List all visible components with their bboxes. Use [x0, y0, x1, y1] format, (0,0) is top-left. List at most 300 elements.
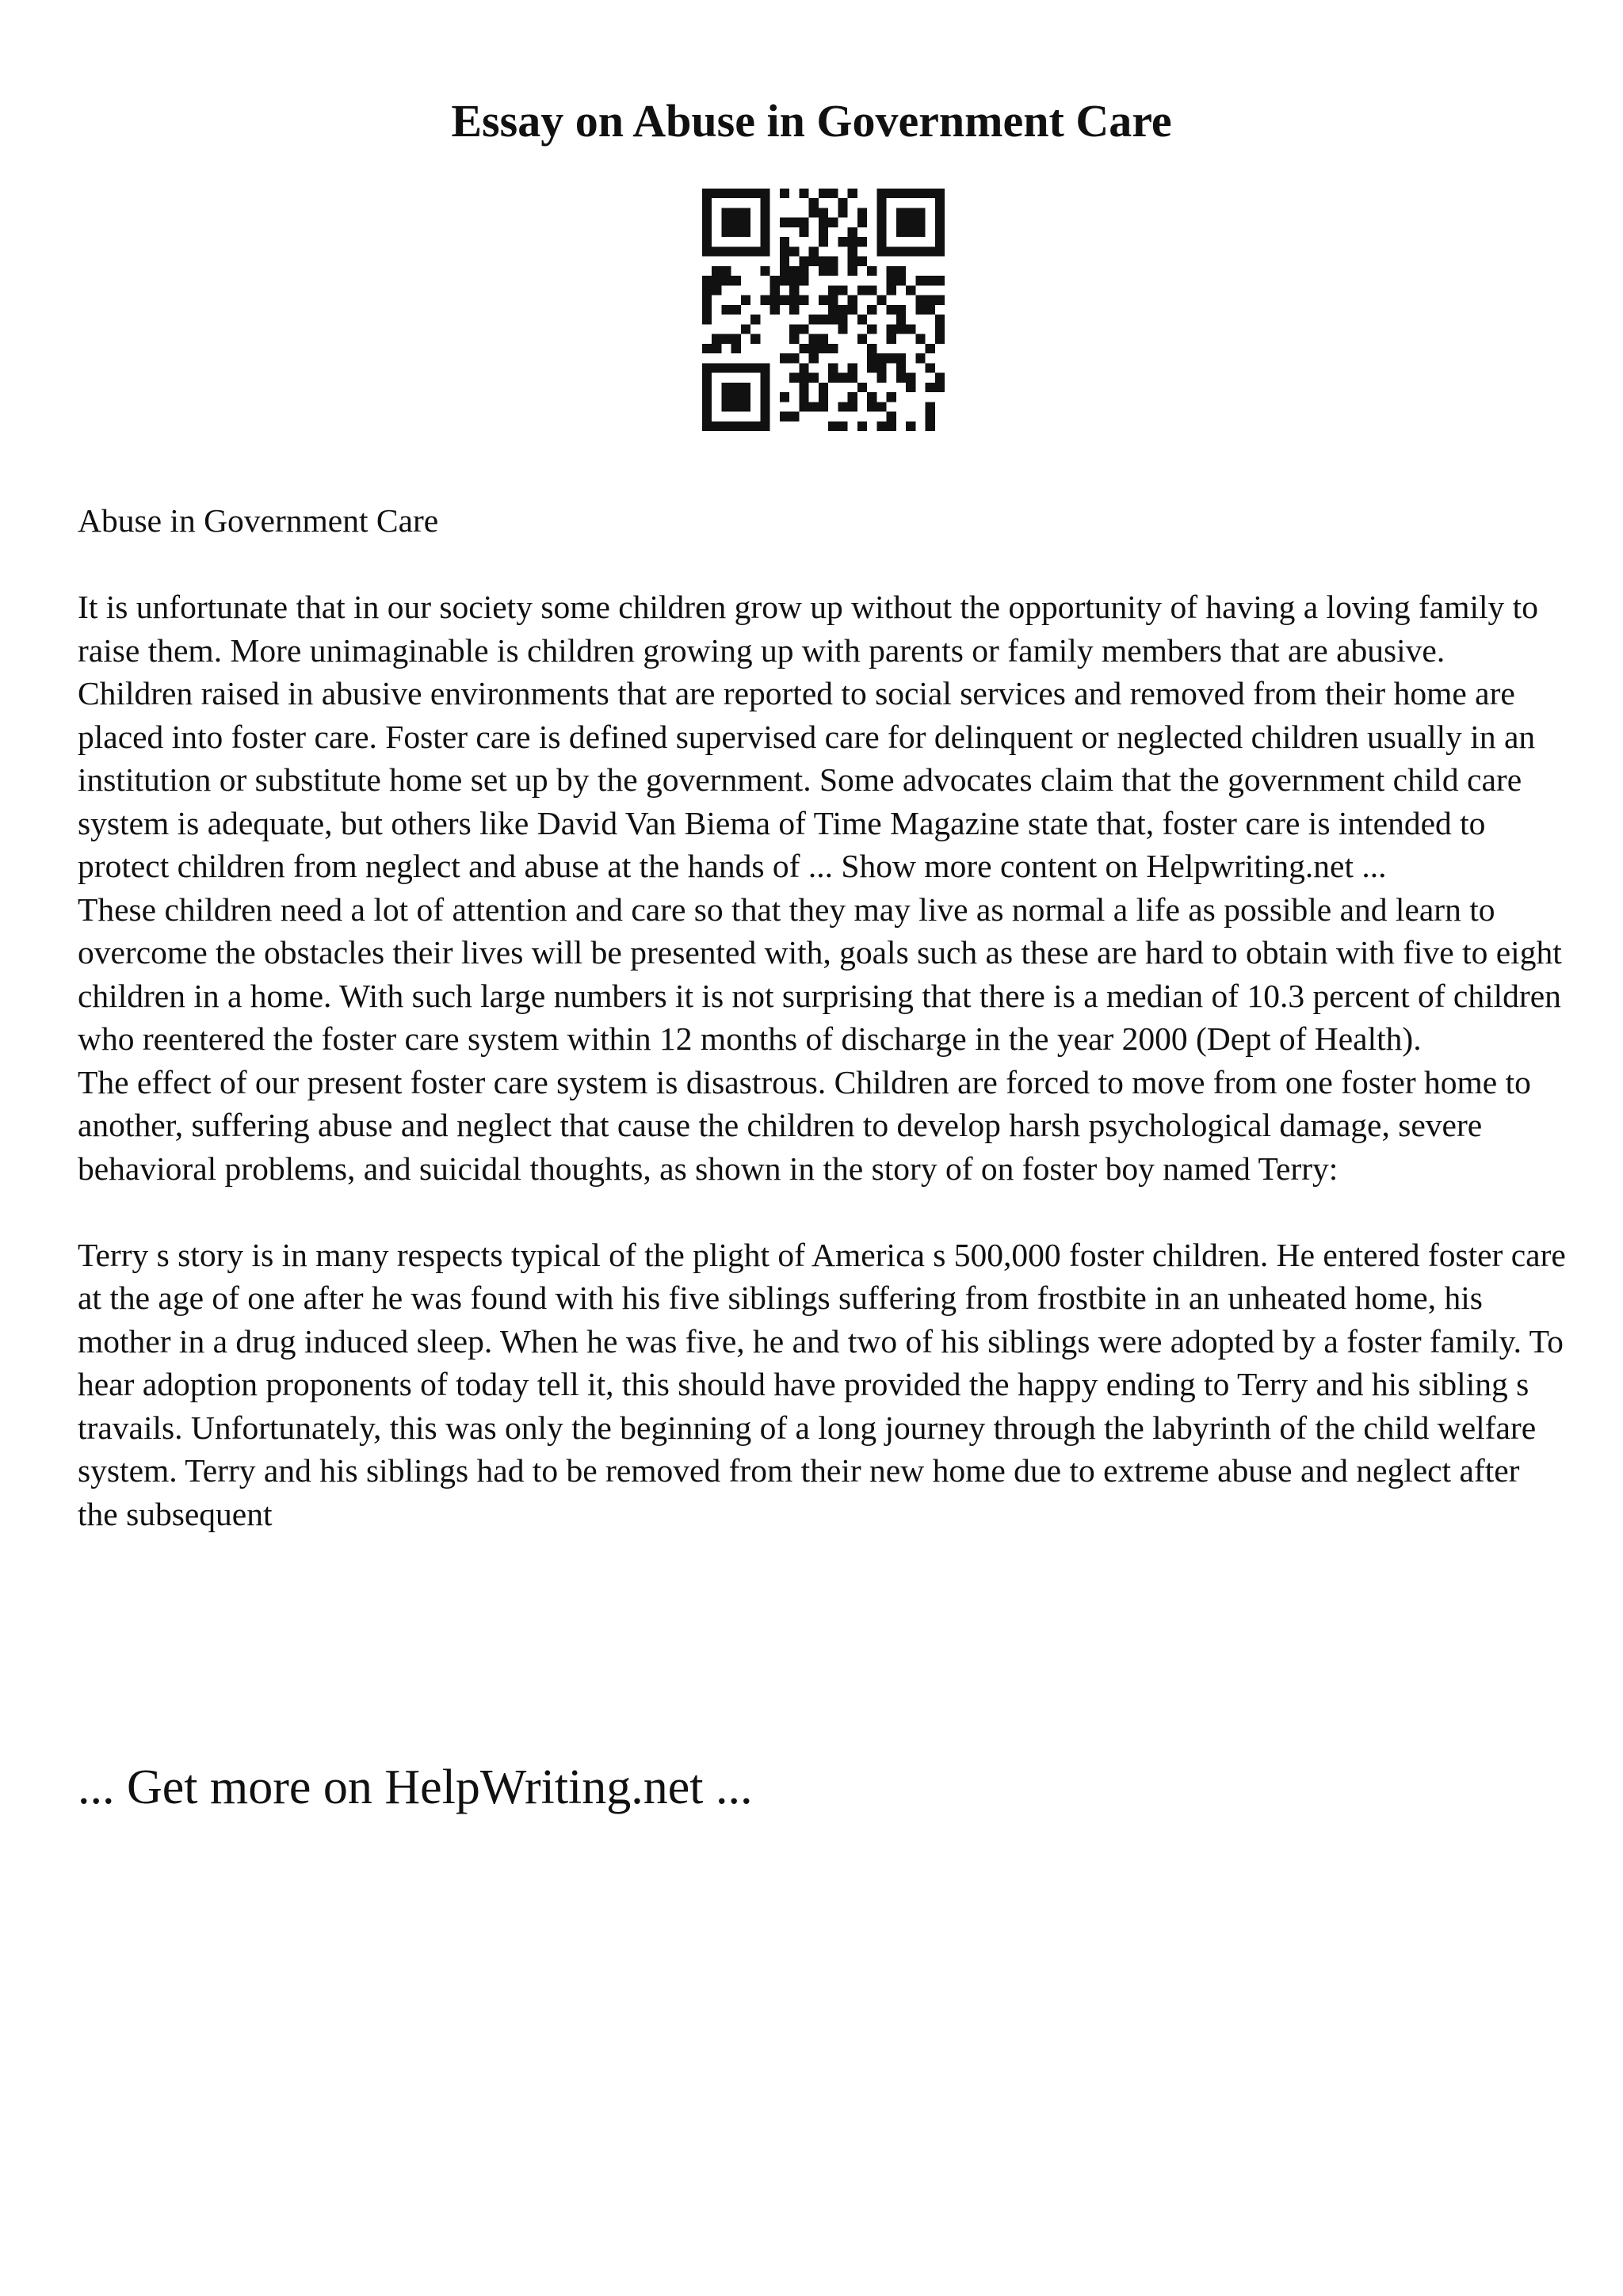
- qr-module: [799, 296, 808, 305]
- qr-module: [926, 246, 935, 256]
- qr-module: [770, 296, 780, 305]
- qr-module: [896, 276, 906, 285]
- qr-module: [876, 208, 886, 217]
- qr-module: [789, 276, 799, 285]
- qr-module: [731, 392, 741, 402]
- qr-module: [721, 421, 731, 431]
- get-more-link[interactable]: ... Get more on HelpWriting.net ...: [78, 1760, 753, 1814]
- qr-module: [809, 353, 819, 363]
- qr-module: [906, 218, 915, 227]
- qr-module: [750, 334, 760, 344]
- qr-module: [780, 257, 789, 266]
- qr-module: [896, 363, 906, 372]
- qr-module: [876, 198, 886, 208]
- qr-module: [876, 402, 886, 411]
- qr-module: [809, 257, 819, 266]
- qr-module: [906, 189, 915, 198]
- qr-module: [750, 189, 760, 198]
- qr-module: [819, 402, 828, 411]
- qr-module: [906, 421, 915, 431]
- qr-module: [809, 246, 819, 256]
- qr-module: [867, 344, 876, 353]
- qr-module: [721, 189, 731, 198]
- qr-module: [926, 344, 935, 353]
- qr-module: [828, 315, 838, 324]
- qr-module: [721, 305, 731, 315]
- qr-module: [799, 276, 808, 285]
- qr-module: [809, 315, 819, 324]
- qr-module: [896, 353, 906, 363]
- qr-module: [887, 246, 896, 256]
- qr-module: [915, 305, 925, 315]
- essay-paragraph-1: It is unfortunate that in our society some children grow up without the opportunity of having a loving family to raise them. More unimaginable is children growing up with parents or family members that are abusive. Children raised in abusive environments that are reported to social services and removed from their home are placed into foster care. Foster care is defined supervised care for delinquent or neglected children usually in an institution or substitute home set up by the government. Some advocates claim that the government child care system is adequate, but others like David Van Biema of Time Magazine state that, foster care is intended to protect children from neglect and abuse at the hands of ... Show more content on Helpwriting.net ...: [78, 589, 1538, 884]
- qr-module: [819, 208, 828, 217]
- qr-module: [780, 276, 789, 285]
- qr-module: [780, 296, 789, 305]
- qr-module: [819, 218, 828, 227]
- qr-module: [760, 189, 769, 198]
- qr-module: [760, 412, 769, 421]
- qr-module: [926, 305, 935, 315]
- qr-module: [828, 344, 838, 353]
- qr-module: [906, 227, 915, 237]
- qr-module: [712, 266, 721, 276]
- qr-module: [702, 218, 712, 227]
- qr-module: [848, 246, 857, 256]
- qr-module: [721, 276, 731, 285]
- qr-module: [819, 257, 828, 266]
- qr-module: [702, 208, 712, 217]
- qr-module: [741, 383, 750, 392]
- qr-module: [935, 276, 945, 285]
- qr-module: [838, 208, 847, 217]
- qr-module: [712, 189, 721, 198]
- qr-module: [819, 237, 828, 246]
- qr-module: [857, 237, 867, 246]
- qr-module: [770, 305, 780, 315]
- qr-module: [935, 227, 945, 237]
- qr-module: [896, 373, 906, 383]
- qr-module: [702, 412, 712, 421]
- qr-module: [789, 324, 799, 334]
- qr-module: [721, 392, 731, 402]
- qr-module: [857, 208, 867, 217]
- qr-module: [857, 285, 867, 295]
- qr-module: [702, 305, 712, 315]
- qr-module: [867, 266, 876, 276]
- qr-module: [741, 246, 750, 256]
- qr-module: [926, 421, 935, 431]
- qr-module: [702, 383, 712, 392]
- qr-module: [799, 392, 808, 402]
- qr-code-icon: [702, 189, 945, 431]
- qr-module: [896, 208, 906, 217]
- qr-module: [838, 315, 847, 324]
- qr-module: [896, 189, 906, 198]
- qr-module: [819, 334, 828, 344]
- qr-module: [809, 344, 819, 353]
- qr-module: [760, 383, 769, 392]
- qr-module: [780, 353, 789, 363]
- page-title: Essay on Abuse in Government Care: [451, 95, 1172, 147]
- qr-module: [731, 246, 741, 256]
- qr-module: [741, 324, 750, 334]
- qr-module: [712, 421, 721, 431]
- qr-module: [750, 421, 760, 431]
- qr-module: [926, 296, 935, 305]
- qr-module: [809, 208, 819, 217]
- qr-module: [876, 363, 886, 372]
- qr-module: [906, 373, 915, 383]
- qr-module: [857, 334, 867, 344]
- qr-module: [721, 218, 731, 227]
- qr-module: [741, 227, 750, 237]
- qr-module: [789, 334, 799, 344]
- qr-module: [789, 246, 799, 256]
- qr-module: [848, 237, 857, 246]
- qr-module: [857, 315, 867, 324]
- qr-module: [819, 227, 828, 237]
- qr-module: [848, 296, 857, 305]
- qr-module: [906, 383, 915, 392]
- qr-module: [799, 324, 808, 334]
- qr-module: [915, 334, 925, 344]
- qr-module: [760, 208, 769, 217]
- qr-module: [760, 296, 769, 305]
- qr-module: [780, 218, 789, 227]
- qr-module: [799, 266, 808, 276]
- qr-module: [876, 296, 886, 305]
- qr-module: [712, 276, 721, 285]
- qr-module: [876, 189, 886, 198]
- qr-module: [780, 246, 789, 256]
- qr-module: [876, 237, 886, 246]
- qr-module: [906, 208, 915, 217]
- qr-module: [789, 305, 799, 315]
- qr-module: [828, 285, 838, 295]
- qr-module: [876, 246, 886, 256]
- qr-module: [702, 198, 712, 208]
- qr-module: [887, 305, 896, 315]
- qr-module: [935, 383, 945, 392]
- essay-paragraph-4: Terry s story is in many respects typical of the plight of America s 500,000 foster children. He entered foster care at the age of one after he was found with his five siblings suffering from frostbite in an unheated home, his mother in a drug induced sleep. When he was five, he and two of his siblings were adopted by a foster family. To hear adoption proponents of today tell it, this should have provided the happy ending to Terry and his sibling s travails. Unfortunately, this was only the beginning of a long journey through the labyrinth of the child welfare system. Terry and his siblings had to be removed from their new home due to extreme abuse and neglect after the subsequent: [78, 1236, 1566, 1532]
- qr-module: [702, 373, 712, 383]
- qr-module: [721, 227, 731, 237]
- qr-module: [809, 198, 819, 208]
- qr-module: [741, 392, 750, 402]
- qr-module: [702, 402, 712, 411]
- qr-module: [799, 373, 808, 383]
- qr-module: [731, 363, 741, 372]
- qr-module: [819, 266, 828, 276]
- qr-module: [848, 305, 857, 315]
- qr-module: [731, 344, 741, 353]
- qr-module: [741, 421, 750, 431]
- qr-module: [828, 373, 838, 383]
- qr-module: [867, 285, 876, 295]
- qr-module: [935, 208, 945, 217]
- qr-module: [819, 383, 828, 392]
- qr-module: [896, 227, 906, 237]
- qr-module: [838, 373, 847, 383]
- qr-module: [702, 296, 712, 305]
- qr-module: [760, 402, 769, 411]
- qr-module: [799, 218, 808, 227]
- qr-module: [731, 208, 741, 217]
- qr-module: [926, 402, 935, 411]
- qr-module: [702, 189, 712, 198]
- qr-module: [799, 344, 808, 353]
- qr-module: [828, 305, 838, 315]
- qr-module: [876, 218, 886, 227]
- qr-module: [848, 266, 857, 276]
- qr-module: [780, 412, 789, 421]
- qr-module: [760, 392, 769, 402]
- qr-module: [848, 373, 857, 383]
- qr-module: [887, 266, 896, 276]
- qr-module: [789, 412, 799, 421]
- qr-module: [760, 373, 769, 383]
- qr-module: [867, 392, 876, 402]
- qr-module: [702, 246, 712, 256]
- qr-module: [867, 402, 876, 411]
- essay-paragraph-2: These children need a lot of attention and care so that they may live as normal a life as possible and learn to overcome the obstacles their lives will be presented with, goals such as these are hard to obtain with five to eight children in a home. With such large numbers it is not surprising that there is a median of 10.3 percent of children who reentered the foster care system within 12 months of discharge in the year 2000 (Dept of Health).: [78, 891, 1562, 1057]
- qr-module: [935, 189, 945, 198]
- qr-module: [702, 344, 712, 353]
- qr-module: [867, 353, 876, 363]
- qr-module: [838, 305, 847, 315]
- qr-module: [887, 353, 896, 363]
- qr-module: [887, 324, 896, 334]
- qr-module: [702, 237, 712, 246]
- qr-module: [702, 363, 712, 372]
- qr-module: [887, 421, 896, 431]
- qr-module: [896, 266, 906, 276]
- qr-module: [770, 285, 780, 295]
- qr-module: [760, 246, 769, 256]
- qr-module: [760, 227, 769, 237]
- qr-module: [721, 383, 731, 392]
- qr-module: [731, 227, 741, 237]
- qr-module: [809, 373, 819, 383]
- qr-module: [848, 392, 857, 402]
- qr-module: [799, 363, 808, 372]
- qr-module: [731, 276, 741, 285]
- qr-module: [721, 246, 731, 256]
- qr-module: [760, 363, 769, 372]
- qr-module: [848, 257, 857, 266]
- qr-module: [702, 276, 712, 285]
- qr-module: [935, 218, 945, 227]
- qr-module: [876, 227, 886, 237]
- qr-module: [906, 285, 915, 295]
- qr-module: [780, 189, 789, 198]
- qr-module: [896, 324, 906, 334]
- qr-module: [760, 237, 769, 246]
- qr-module: [731, 383, 741, 392]
- qr-module: [799, 227, 808, 237]
- qr-module: [887, 276, 896, 285]
- qr-module: [848, 189, 857, 198]
- qr-module: [809, 334, 819, 344]
- qr-module: [819, 392, 828, 402]
- qr-module: [712, 334, 721, 344]
- qr-module: [770, 276, 780, 285]
- qr-module: [741, 363, 750, 372]
- essay-paragraph-3: The effect of our present foster care system is disastrous. Children are forced to move from one foster home to another, suffering abuse and neglect that cause the children to develop harsh psychological damage, severe behavioral problems, and suicidal thoughts, as shown in the story of on foster boy named Terry:: [78, 1063, 1531, 1187]
- qr-module: [935, 334, 945, 344]
- qr-module: [906, 246, 915, 256]
- qr-module: [731, 218, 741, 227]
- qr-module: [828, 421, 838, 431]
- qr-module: [760, 266, 769, 276]
- qr-module: [721, 208, 731, 217]
- qr-module: [789, 373, 799, 383]
- qr-module: [915, 218, 925, 227]
- qr-module: [935, 296, 945, 305]
- qr-module: [857, 218, 867, 227]
- qr-module: [915, 208, 925, 217]
- qr-module: [828, 257, 838, 266]
- qr-module: [887, 189, 896, 198]
- qr-module: [819, 189, 828, 198]
- qr-module: [750, 246, 760, 256]
- qr-module: [721, 266, 731, 276]
- qr-module: [906, 324, 915, 334]
- qr-module: [876, 373, 886, 383]
- qr-module: [887, 412, 896, 421]
- qr-module: [887, 285, 896, 295]
- qr-module: [712, 363, 721, 372]
- essay-body: [78, 499, 1568, 1535]
- essay-subtitle: Abuse in Government Care: [78, 502, 439, 539]
- qr-module: [867, 324, 876, 334]
- qr-module: [896, 305, 906, 315]
- qr-module: [838, 237, 847, 246]
- qr-module: [848, 363, 857, 372]
- qr-module: [741, 218, 750, 227]
- qr-module: [915, 296, 925, 305]
- qr-module: [780, 237, 789, 246]
- qr-module: [848, 227, 857, 237]
- qr-module: [702, 227, 712, 237]
- qr-module: [741, 189, 750, 198]
- qr-module: [828, 363, 838, 372]
- qr-module: [750, 363, 760, 372]
- qr-module: [828, 296, 838, 305]
- qr-module: [780, 392, 789, 402]
- qr-module: [857, 421, 867, 431]
- qr-module: [935, 324, 945, 334]
- qr-module: [926, 363, 935, 372]
- qr-module: [935, 373, 945, 383]
- qr-module: [935, 246, 945, 256]
- qr-module: [702, 285, 712, 295]
- qr-module: [887, 334, 896, 344]
- qr-module: [828, 266, 838, 276]
- qr-module: [750, 315, 760, 324]
- qr-module: [789, 296, 799, 305]
- qr-module: [819, 315, 828, 324]
- qr-module: [915, 353, 925, 363]
- qr-module: [926, 412, 935, 421]
- qr-module: [809, 402, 819, 411]
- qr-module: [799, 383, 808, 392]
- qr-module: [838, 285, 847, 295]
- qr-code-graphic: [702, 189, 945, 431]
- qr-module: [760, 218, 769, 227]
- qr-module: [915, 227, 925, 237]
- qr-module: [867, 363, 876, 372]
- qr-module: [702, 315, 712, 324]
- qr-module: [741, 208, 750, 217]
- qr-module: [702, 392, 712, 402]
- qr-module: [935, 237, 945, 246]
- qr-module: [731, 334, 741, 344]
- qr-module: [915, 276, 925, 285]
- qr-module: [887, 392, 896, 402]
- qr-module: [935, 198, 945, 208]
- qr-module: [838, 198, 847, 208]
- qr-module: [838, 421, 847, 431]
- qr-module: [876, 353, 886, 363]
- qr-module: [828, 189, 838, 198]
- qr-module: [731, 421, 741, 431]
- qr-module: [760, 198, 769, 208]
- qr-module: [731, 402, 741, 411]
- qr-module: [702, 421, 712, 431]
- qr-module: [760, 421, 769, 431]
- qr-module: [789, 218, 799, 227]
- qr-module: [896, 218, 906, 227]
- qr-module: [741, 402, 750, 411]
- qr-module: [838, 402, 847, 411]
- qr-module: [935, 315, 945, 324]
- qr-module: [926, 189, 935, 198]
- qr-module: [789, 353, 799, 363]
- qr-module: [857, 383, 867, 392]
- qr-module: [721, 334, 731, 344]
- qr-module: [712, 246, 721, 256]
- qr-module: [799, 189, 808, 198]
- qr-module: [819, 296, 828, 305]
- qr-module: [867, 305, 876, 315]
- qr-module: [721, 402, 731, 411]
- qr-module: [731, 305, 741, 315]
- qr-module: [799, 402, 808, 411]
- qr-module: [799, 257, 808, 266]
- qr-module: [896, 315, 906, 324]
- qr-module: [876, 421, 886, 431]
- qr-module: [857, 257, 867, 266]
- qr-module: [789, 266, 799, 276]
- qr-module: [848, 402, 857, 411]
- qr-module: [789, 285, 799, 295]
- qr-module: [712, 344, 721, 353]
- qr-module: [838, 324, 847, 334]
- qr-module: [926, 383, 935, 392]
- qr-module: [780, 266, 789, 276]
- qr-module: [712, 285, 721, 295]
- qr-module: [926, 276, 935, 285]
- qr-module: [896, 246, 906, 256]
- qr-module: [915, 189, 925, 198]
- qr-module: [721, 363, 731, 372]
- qr-module: [828, 218, 838, 227]
- qr-module: [731, 189, 741, 198]
- qr-module: [915, 246, 925, 256]
- qr-module: [819, 344, 828, 353]
